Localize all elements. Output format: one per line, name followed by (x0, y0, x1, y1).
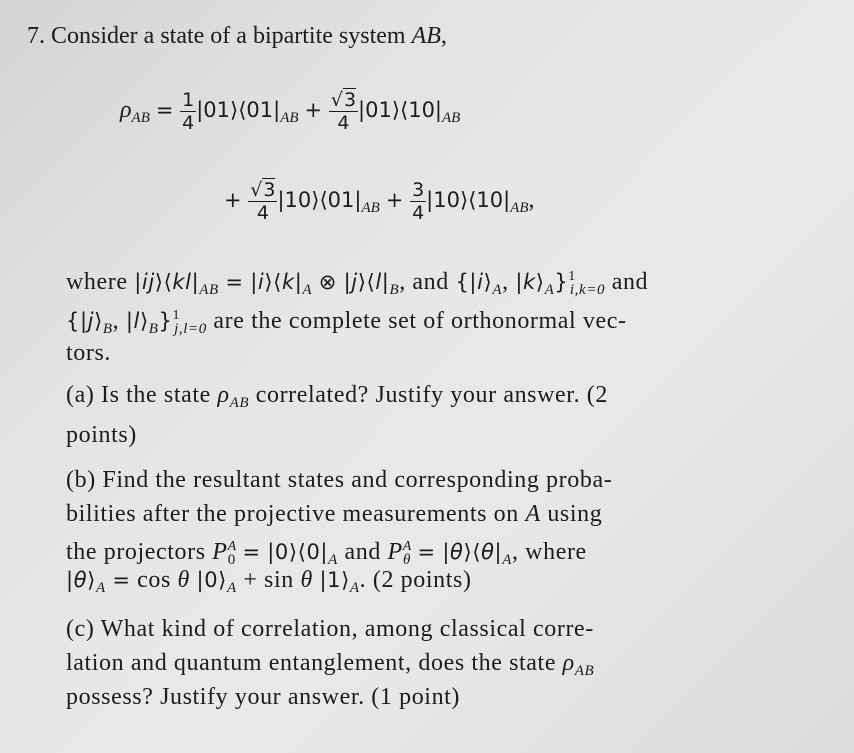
definition-line-3: tors. (66, 340, 111, 366)
fraction-one-quarter: $\frac{1}{4}$ (182, 88, 195, 134)
part-b-line-3: the projectors $P^A_0$ = $|0⟩⟨0|_A$ and $P^A_\theta$ = $|\theta⟩⟨\theta|_A$, where (66, 539, 587, 568)
part-c-line-2: lation and quantum entanglement, does the state $\rho_{AB}$ (66, 650, 595, 679)
part-b-line-1: (b) Find the resultant states and corresponding proba- (66, 467, 613, 493)
definition-line-1: where $|ij⟩⟨kl|_{AB}$ = $|i⟩⟨k|_A$ ⊗ $|j⟩⟨l|_B$, and {$|i⟩_A$, $|k⟩_A\}^1_{i,k=0}$ and (66, 269, 649, 298)
fraction-three-quarter: $\frac{3}{4}$ (412, 178, 425, 224)
part-a-line-1: (a) Is the state $\rho_{AB}$ correlated? Justify your answer. (2 (66, 382, 608, 411)
fraction-sqrt3-quarter-2: $\frac{√3}{4}$ (250, 178, 276, 224)
part-c-line-3: possess? Justify your answer. (1 point) (66, 684, 461, 710)
part-b-line-4: $|\theta⟩_A = \cos \theta$ $|0⟩_A + \sin \theta$ $|1⟩_A$. (2 points) (66, 567, 472, 596)
part-c-line-1: (c) What kind of correlation, among classical corre- (66, 616, 594, 642)
problem-intro: 7. Consider a state of a bipartite system AB, (27, 23, 447, 49)
part-b-line-2: bilities after the projective measurements on A using (66, 501, 603, 527)
part-b-label: (b) (66, 467, 96, 493)
part-c-label: (c) (66, 616, 95, 642)
definition-line-2: {$|j⟩_B$, $|l⟩_B\}^1_{j,l=0}$ are the complete set of orthonormal vec- (66, 308, 627, 337)
part-a-line-2: points) (66, 422, 137, 448)
problem-number: 7. (27, 23, 45, 49)
equation-line-1: $\rho_{AB}$ = $\frac{1}{4}$ $|01⟩⟨01|_{AB}$ + $\frac{√3}{4}$ $|01⟩⟨10|_{AB}$ (120, 88, 461, 134)
part-a-label: (a) (66, 382, 95, 408)
equation-line-2: + $\frac{√3}{4}$ $|10⟩⟨01|_{AB}$ + $\frac{3}{4}$ $|10⟩⟨10|_{AB}$, (224, 178, 535, 224)
equation-lhs: $\rho_{AB}$ (120, 97, 150, 126)
fraction-sqrt3-quarter: $\frac{√3}{4}$ (330, 88, 357, 134)
